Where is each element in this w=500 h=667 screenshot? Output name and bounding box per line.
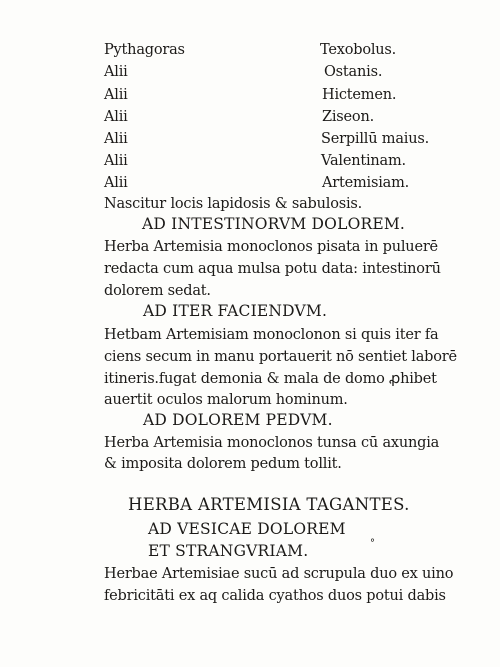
synonym-name: Pythagoras <box>104 42 185 58</box>
habitat-line: Nascitur locis lapidosis & sabulosis. <box>104 196 363 212</box>
synonym-name: Alii <box>104 175 128 191</box>
section-heading: ET STRANGVRIAM. <box>148 542 309 560</box>
synonym-value: Valentinam. <box>321 153 406 169</box>
synonym-value: Hictemen. <box>322 87 397 103</box>
synonym-value: Artemisiam. <box>322 175 410 191</box>
section-heading: AD ITER FACIENDVM. <box>143 302 328 320</box>
herb-title: HERBA ARTEMISIA TAGANTES. <box>128 495 410 514</box>
text-line: redacta cum aqua mulsa potu data: intestinorū <box>104 261 441 277</box>
section-heading: AD INTESTINORVM DOLOREM. <box>142 215 406 233</box>
synonym-value: Ostanis. <box>324 64 383 80</box>
synonym-value: Ziseon. <box>322 109 375 125</box>
ink-mark-icon: ° <box>370 538 375 549</box>
text-line: Hetbam Artemisiam monoclonon si quis iter fa <box>104 327 439 343</box>
section-heading: AD VESICAE DOLOREM <box>148 520 346 538</box>
synonym-name: Alii <box>104 64 128 80</box>
synonym-name: Alii <box>104 131 128 147</box>
text-line: Herba Artemisia monoclonos pisata in puluerē <box>104 239 438 255</box>
text-line: ciens secum in manu portauerit nō sentiet laborē <box>104 349 457 365</box>
text-line: Herbae Artemisiae sucū ad scrupula duo ex uino <box>104 566 454 582</box>
text-line: & imposita dolorem pedum tollit. <box>104 456 342 472</box>
synonym-value: Texobolus. <box>320 42 397 58</box>
text-line: febricitāti ex aq calida cyathos duos potui dabis <box>104 588 446 604</box>
synonym-name: Alii <box>104 109 128 125</box>
synonym-value: Serpillū maius. <box>321 131 430 147</box>
section-heading: AD DOLOREM PEDVM. <box>143 411 333 429</box>
synonym-name: Alii <box>104 153 128 169</box>
text-line: Herba Artemisia monoclonos tunsa cū axungia <box>104 435 440 451</box>
text-line: itineris.fugat demonia & mala de domo ꝓhibet <box>104 371 437 387</box>
synonym-name: Alii <box>104 87 128 103</box>
text-line: auertit oculos malorum hominum. <box>104 392 348 408</box>
text-line: dolorem sedat. <box>104 283 211 299</box>
